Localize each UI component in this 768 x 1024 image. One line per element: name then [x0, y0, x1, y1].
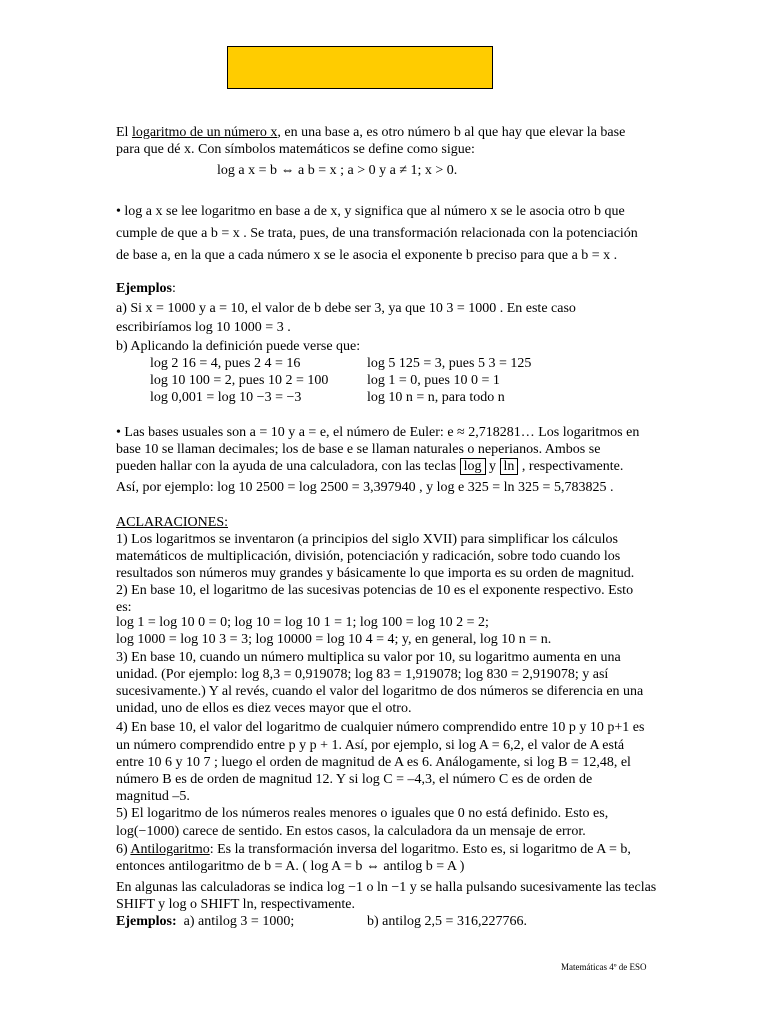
- aclaraciones-line: log(−1000) carece de sentido. En estos casos, la calculadora da un mensaje de error.: [116, 824, 586, 839]
- aclaraciones-line: un número comprendido entre p y p + 1. Así, por ejemplo, si log A = 6,2, el valor de A está: [116, 738, 625, 753]
- aclaraciones-line: es:: [116, 600, 132, 615]
- bullet1-line-2: cumple de que a b = x . Se trata, pues, de una transformación relacionada con la potenciación: [116, 226, 638, 241]
- aclaraciones-line: 4) En base 10, el valor del logaritmo de cualquier número comprendido entre 10 p y 10 p+1 es: [116, 720, 645, 735]
- definition-formula: log a x = b ⇔ a b = x ; a > 0 y a ≠ 1; x > 0.: [217, 163, 458, 178]
- example-col2-row3: log 10 n = n, para todo n: [367, 390, 505, 405]
- example-a-line-1: a) Si x = 1000 y a = 10, el valor de b debe ser 3, ya que 10 3 = 1000 . En este caso: [116, 301, 576, 316]
- bullet1-line-1: • log a x se lee logaritmo en base a de x, y significa que al número x se le asocia otro b que: [116, 204, 625, 219]
- aclaraciones-heading: ACLARACIONES:: [116, 515, 229, 530]
- bullet2-line-4: Así, por ejemplo: log 10 2500 = log 2500 = 3,397940 , y log e 325 = ln 325 = 5,783825 .: [116, 480, 614, 495]
- example-col2-row1: log 5 125 = 3, pues 5 3 = 125: [367, 356, 532, 371]
- example-col1-row3: log 0,001 = log 10 −3 = −3: [150, 390, 302, 405]
- aclaraciones-line: log 1 = log 10 0 = 0; log 10 = log 10 1 = 1; log 100 = log 10 2 = 2;: [116, 615, 489, 630]
- aclaraciones-line: sucesivamente.) Y al revés, cuando el valor del logaritmo de dos números se diferencia en una: [116, 684, 644, 699]
- aclaraciones-line: 5) El logaritmo de los números reales menores o iguales que 0 no está definido. Esto es,: [116, 806, 609, 821]
- page-footer: Matemáticas 4º de ESO: [561, 962, 647, 972]
- aclaraciones-line: entre 10 6 y 10 7 ; luego el orden de magnitud de A es 6. Análogamente, si log B = 12,48, el: [116, 755, 631, 770]
- example-b-line-1: b) Aplicando la definición puede verse que:: [116, 339, 361, 354]
- aclaraciones-line: matemáticos de multiplicación, división, potenciación y radicación, sobre todo cuando los: [116, 549, 621, 564]
- antilog-line-1: 6) Antilogaritmo: Es la transformación inversa del logaritmo. Esto es, si logaritmo de A = b,: [116, 842, 631, 857]
- antilog-line-4: SHIFT y log o SHIFT ln, respectivamente.: [116, 897, 356, 912]
- aclaraciones-line: log 1000 = log 10 3 = 3; log 10000 = log 10 4 = 4; y, en general, log 10 n = n.: [116, 632, 552, 647]
- intro-line-2: para que dé x. Con símbolos matemáticos se define como sigue:: [116, 142, 475, 157]
- example-a-line-2: escribiríamos log 10 1000 = 3 .: [116, 320, 291, 335]
- antilog-line-2: entonces antilogaritmo de b = A. ( log A = b ⇔ antilog b = A ): [116, 859, 465, 874]
- intro-line-1: El logaritmo de un número x, en una base a, es otro número b al que hay que elevar la base: [116, 125, 626, 140]
- antilog-link[interactable]: Antilogaritmo: [130, 842, 210, 857]
- bullet2-line-1: • Las bases usuales son a = 10 y a = e, el número de Euler: e ≈ 2,718281… Los logaritmos en: [116, 425, 640, 440]
- antilog-line-3: En algunas las calculadoras se indica log −1 o ln −1 y se halla pulsando sucesivamente las teclas: [116, 880, 657, 895]
- title-banner: [227, 46, 493, 89]
- bullet2-line-3: pueden hallar con la ayuda de una calculadora, con las teclas log y ln , respectivamente.: [116, 459, 624, 474]
- bullet1-line-3: de base a, en la que a cada número x se le asocia el exponente b preciso para que a b = x .: [116, 248, 618, 263]
- aclaraciones-line: 3) En base 10, cuando un número multiplica su valor por 10, su logaritmo aumenta en una: [116, 650, 621, 665]
- aclaraciones-line: unidad, uno de ellos es diez veces mayor que el otro.: [116, 701, 412, 716]
- aclaraciones-line: número B es de orden de magnitud 12. Y si log C = –4,3, el número C es de orden de: [116, 772, 593, 787]
- aclaraciones-line: resultados son números muy grandes y básicamente lo que importa es su orden de magnitud.: [116, 566, 635, 581]
- aclaraciones-line: magnitud –5.: [116, 789, 190, 804]
- examples-heading: Ejemplos:: [116, 281, 176, 296]
- log-key: log: [460, 458, 486, 475]
- ln-key: ln: [500, 458, 519, 475]
- example-col1-row2: log 10 100 = 2, pues 10 2 = 100: [150, 373, 329, 388]
- example-col2-row2: log 1 = 0, pues 10 0 = 1: [367, 373, 500, 388]
- aclaraciones-line: 2) En base 10, el logaritmo de las sucesivas potencias de 10 es el exponente respectivo. Esto: [116, 583, 634, 598]
- antilog-examples: Ejemplos: a) antilog 3 = 1000;: [116, 914, 295, 929]
- definition-link[interactable]: logaritmo de un número x: [131, 125, 278, 140]
- aclaraciones-line: 1) Los logaritmos se inventaron (a principios del siglo XVII) para simplificar los cálculos: [116, 532, 618, 547]
- aclaraciones-line: unidad. (Por ejemplo: log 8,3 = 0,919078; log 83 = 1,919078; log 830 = 2,919078; y así: [116, 667, 609, 682]
- antilog-example-b: b) antilog 2,5 = 316,227766.: [367, 914, 527, 929]
- bullet2-line-2: base 10 se llaman decimales; los de base e se llaman naturales o neperianos. Ambos se: [116, 442, 601, 457]
- example-col1-row1: log 2 16 = 4, pues 2 4 = 16: [150, 356, 301, 371]
